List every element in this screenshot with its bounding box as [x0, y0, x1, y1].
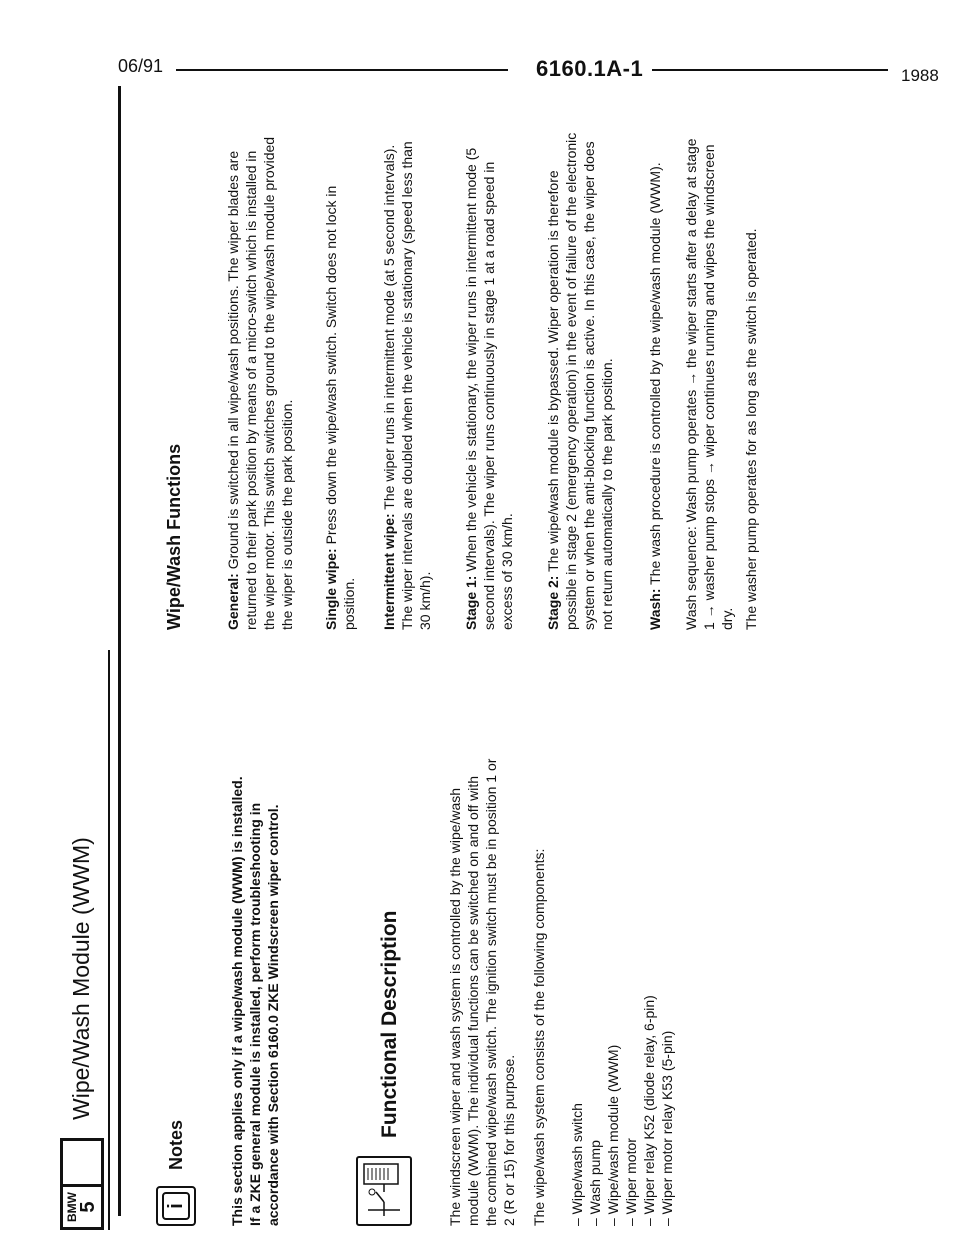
section-number: 6160.1A-1 — [536, 56, 644, 81]
wash-paragraph — [646, 130, 664, 630]
model-year: 1988 — [901, 66, 939, 85]
notes-heading: Notes — [166, 1119, 186, 1170]
title-rule — [108, 650, 110, 1230]
stage2-text: The wipe/wash module is bypassed. Wiper operation is therefore possible in stage 2 (emergency operation) in the event of failure of the electronic system or when the anti-blocking function is active. In this case, the wiper does not return automatically to the park position. — [545, 132, 615, 630]
group-box-empty — [60, 1138, 104, 1184]
module-title: Wipe/Wash Module (WWM) — [68, 837, 94, 1120]
wipe-wash-functions-heading: Wipe/Wash Functions — [164, 443, 184, 630]
group-box — [60, 1184, 104, 1230]
list-item: – Wipe/wash module (WWM) — [605, 1044, 621, 1226]
intermittent-paragraph — [380, 130, 434, 630]
page-header — [118, 56, 939, 96]
general-text: Ground is switched in all wipe/wash positions. The wiper blades are returned to their park position by means of a micro-switch which is installed in the wiper motor. This switch switches ground to the wipe/wash module provided the wiper is outside the park position. — [225, 136, 295, 630]
list-item: – Wiper motor relay K53 (5-pin) — [659, 1030, 675, 1226]
circuit-diagram-icon — [356, 1156, 412, 1226]
notes-text: This section applies only if a wipe/wash module (WWM) is installed. If a ZKE general module is installed, perform troubleshooting in accordance with Section 6160.0 ZKE Windscreen wiper control. — [229, 776, 281, 1226]
header-rule-right — [652, 69, 888, 71]
header-rule-left — [176, 69, 508, 71]
single-wipe-paragraph — [322, 130, 358, 630]
info-icon: i — [156, 1186, 196, 1226]
stage2-label: Stage 2: — [545, 575, 561, 630]
group-number: 5 — [77, 1201, 99, 1213]
single-wipe-text: Press down the wipe/wash switch. Switch does not lock in position. — [323, 185, 357, 630]
intermittent-label: Intermittent wipe: — [381, 513, 397, 630]
list-item: – Wiper relay K52 (diode relay, 6-pin) — [641, 995, 657, 1226]
stage1-paragraph — [462, 130, 516, 630]
stage1-label: Stage 1: — [463, 575, 479, 630]
wash-text: The wash procedure is controlled by the wipe/wash module (WWM). — [647, 162, 663, 585]
bmw-group-logo — [60, 1138, 104, 1230]
wash-note-paragraph: The washer pump operates for as long as the switch is operated. — [743, 228, 759, 630]
rotated-page-body — [60, 110, 820, 1230]
component-list — [568, 756, 676, 1226]
general-label: General: — [225, 573, 241, 630]
general-paragraph — [224, 130, 296, 630]
intermittent-text: The wiper runs in intermittent mode (at 5 second intervals). The wiper intervals are doubled when the vehicle is stationary (speed less than 30 km/h). — [381, 141, 433, 630]
wash-sequence-paragraph: Wash sequence: Wash pump operates → the wiper starts after a delay at stage 1 → washer pump stops → wiper continues running and wipes the windscreen dry. — [683, 138, 735, 630]
stage2-paragraph — [544, 130, 616, 630]
list-item: – Wash pump — [587, 1140, 603, 1226]
functional-description-heading: Functional Description — [378, 910, 401, 1138]
list-item: – Wipe/wash switch — [569, 1103, 585, 1226]
stage1-text: When the vehicle is stationary, the wiper runs in intermittent mode (5 second intervals). The wiper runs continuously in stage 1 at a road speed in excess of 30 km/h. — [463, 147, 515, 630]
functional-paragraph: The windscreen wiper and wash system is controlled by the wipe/wash module (WWM). The individual functions can be switched on and off with the combined wipe/wash switch. The ignition switch must be in position 1 or 2 (R or 15) for this purpose. — [447, 758, 517, 1226]
date-code: 06/91 — [118, 56, 164, 76]
brand-label: BMW — [65, 1192, 79, 1222]
single-wipe-label: Single wipe: — [323, 548, 339, 630]
wash-label: Wash: — [647, 588, 663, 630]
components-intro: The wipe/wash system consists of the following components: — [531, 848, 547, 1226]
list-item: – Wiper motor — [623, 1138, 639, 1226]
